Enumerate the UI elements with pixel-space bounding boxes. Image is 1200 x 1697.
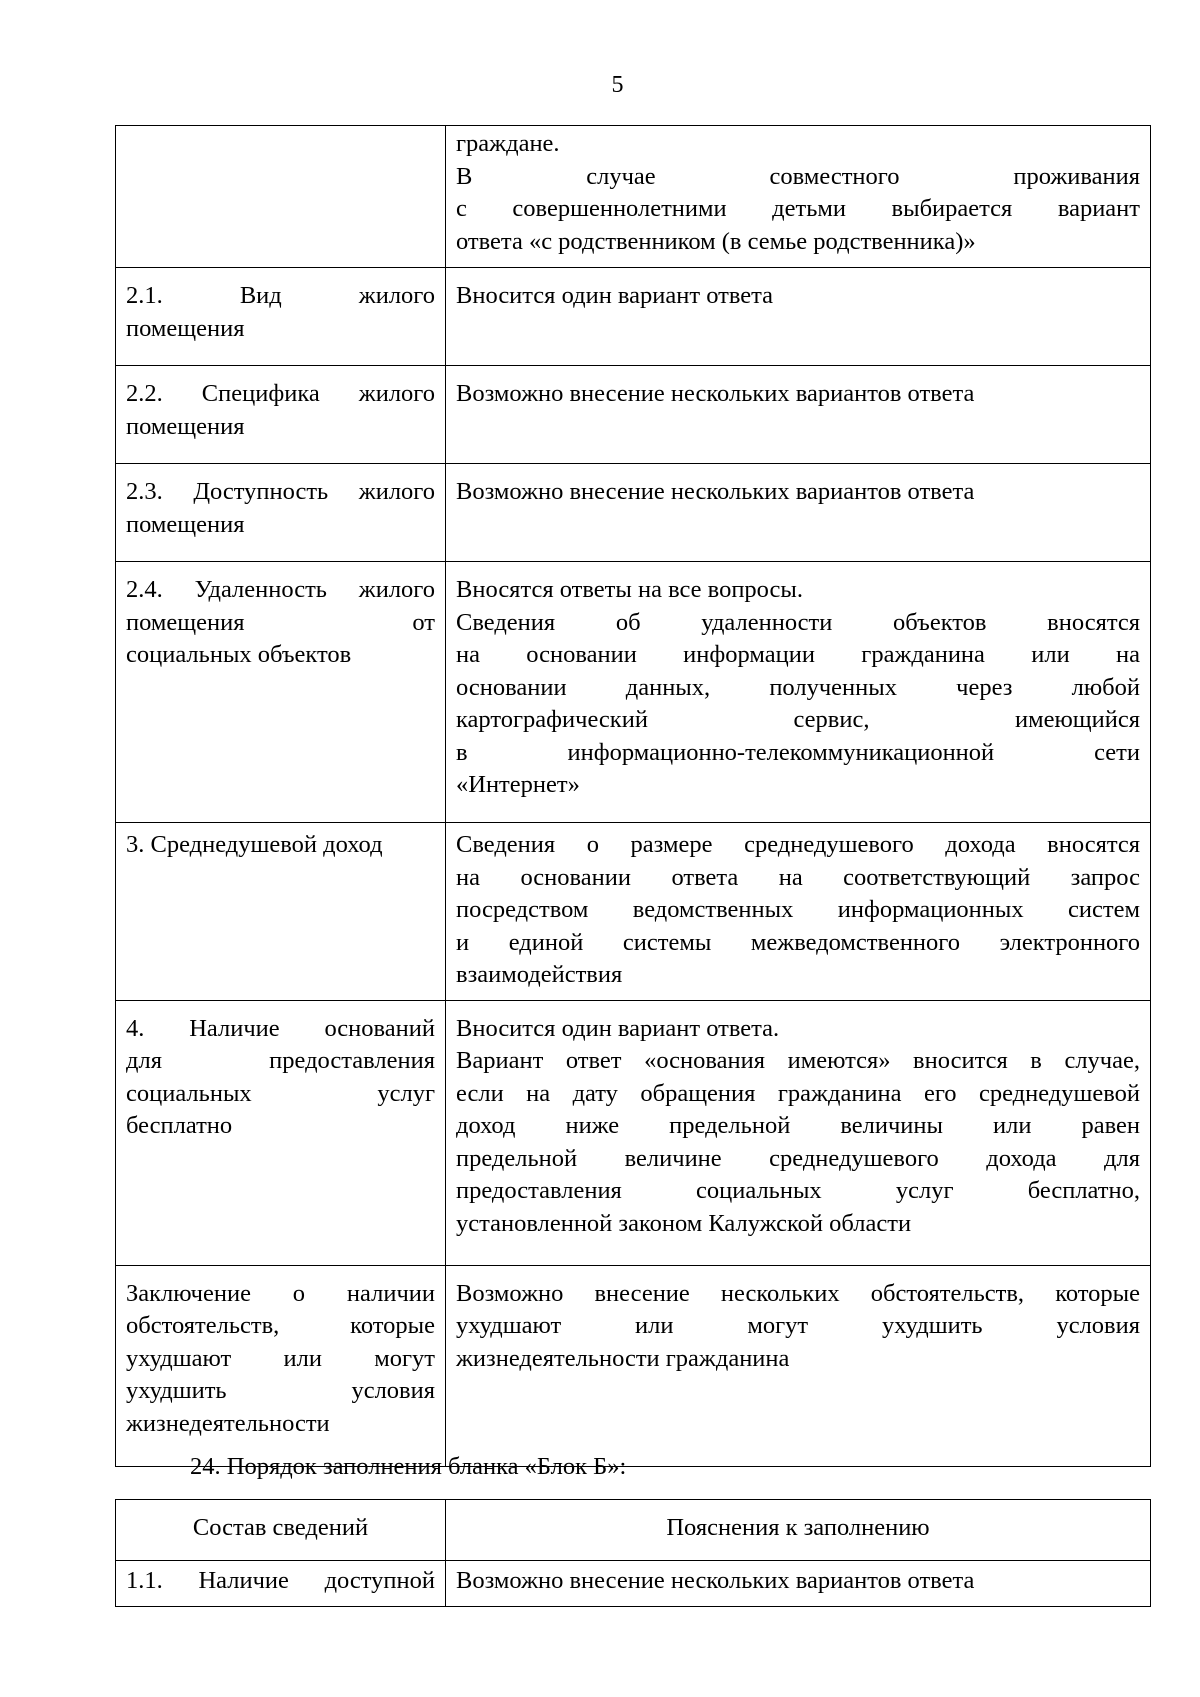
table-row [116, 1561, 1151, 1607]
cell-field [116, 1000, 446, 1265]
cell-field [116, 1265, 446, 1466]
cell-field [116, 464, 446, 562]
cell-text-line: Сведения о размере среднедушевого дохода вносятся [456, 831, 1140, 858]
cell-text-line: социальных объектов [126, 641, 352, 668]
cell-text-line: Возможно внесение нескольких вариантов ответа [456, 380, 975, 407]
cell-text-line: «Интернет» [456, 771, 580, 798]
cell-text-line: если на дату обращения гражданина его среднедушевой [456, 1079, 1140, 1107]
table-header-row [116, 1500, 1151, 1561]
cell-text-line: ухудшить условия [126, 1377, 435, 1404]
cell-text-line: Вносится один вариант ответа [456, 282, 774, 309]
cell-text-line: с совершеннолетними детьми выбирается вариант [456, 195, 1140, 222]
column-header-composition: Состав сведений [116, 1500, 446, 1561]
cell-text-line: доход ниже предельной величины или равен [456, 1112, 1140, 1139]
cell-text-line: 3. Среднедушевой доход [126, 831, 383, 858]
column-header-explanations: Пояснения к заполнению [446, 1500, 1151, 1561]
cell-text-line: Вариант ответ «основания имеются» вносится в случае, [456, 1047, 1140, 1074]
table-row [116, 464, 1151, 562]
cell-text-line: Вносится один вариант ответа. [456, 1014, 780, 1042]
cell-text-line: предоставления социальных услуг бесплатно, [456, 1177, 1140, 1204]
cell-text-line: в информационно-телекоммуникационной сети [456, 738, 1140, 766]
cell-explanation [446, 464, 1151, 562]
cell-text-line: помещения [126, 510, 245, 538]
table-row [116, 1000, 1151, 1265]
cell-text-line: В случае совместного проживания [456, 162, 1140, 190]
cell-text-line: ухудшают или могут ухудшить условия [456, 1312, 1140, 1339]
cell-field [116, 366, 446, 464]
cell-text-line: помещения [126, 314, 245, 342]
table-block-a-continuation [115, 125, 1151, 1467]
cell-text-line: и единой системы межведомственного электронного [456, 928, 1140, 956]
cell-text-line: 2.4. Удаленность жилого [126, 576, 435, 603]
table-row [116, 268, 1151, 366]
cell-field [116, 823, 446, 1001]
cell-text-line: 2.3. Доступность жилого [126, 478, 435, 505]
cell-field [116, 1561, 446, 1607]
cell-text-line: 2.2. Специфика жилого [126, 380, 435, 407]
section-heading: 24. Порядок заполнения бланка «Блок Б»: [190, 1453, 627, 1480]
cell-text-line: Возможно внесение нескольких обстоятельств, которые [456, 1279, 1140, 1307]
cell-text-line: Вносятся ответы на все вопросы. [456, 576, 803, 603]
cell-explanation [446, 268, 1151, 366]
cell-text-line: для предоставления [126, 1047, 435, 1074]
table-row [116, 562, 1151, 823]
cell-text-line: на основании ответа на соответствующий запрос [456, 863, 1140, 891]
cell-text-line: Возможно внесение нескольких вариантов ответа [456, 1567, 975, 1594]
table-row [116, 126, 1151, 268]
table-block-b [115, 1499, 1151, 1607]
cell-text-line: жизнедеятельности [126, 1409, 330, 1437]
cell-text-line: бесплатно [126, 1112, 233, 1139]
cell-text-line: посредством ведомственных информационных систем [456, 896, 1140, 923]
cell-text-line: обстоятельств, которые [126, 1312, 435, 1339]
cell-explanation [446, 126, 1151, 268]
cell-text-line: взаимодействия [456, 961, 623, 988]
cell-text-line: предельной величине среднедушевого дохода для [456, 1144, 1140, 1172]
cell-explanation [446, 1265, 1151, 1466]
cell-text-line: 4. Наличие оснований [126, 1014, 435, 1042]
cell-text-line: на основании информации гражданина или на [456, 641, 1140, 668]
cell-text-line: жизнедеятельности гражданина [456, 1344, 790, 1372]
cell-field [116, 562, 446, 823]
cell-text-line: Сведения об удаленности объектов вносятся [456, 608, 1140, 636]
cell-text-line: 2.1. Вид жилого [126, 282, 435, 309]
table-row [116, 1265, 1151, 1466]
table-row [116, 823, 1151, 1001]
cell-explanation [446, 366, 1151, 464]
cell-text-line: установленной законом Калужской области [456, 1209, 912, 1237]
cell-text-line: Возможно внесение нескольких вариантов ответа [456, 478, 975, 505]
cell-text-line: социальных услуг [126, 1079, 435, 1107]
page-number: 5 [611, 72, 624, 98]
cell-explanation [446, 823, 1151, 1001]
cell-explanation [446, 1000, 1151, 1265]
cell-text-line: граждане. [456, 130, 560, 157]
cell-text-line: картографический сервис, имеющийся [456, 706, 1140, 733]
cell-text-line: основании данных, полученных через любой [456, 673, 1140, 701]
cell-field [116, 268, 446, 366]
cell-text-line: Заключение о наличии [126, 1279, 435, 1307]
cell-text-line: помещения [126, 412, 245, 440]
cell-text-line: 1.1. Наличие доступной [126, 1567, 435, 1594]
cell-explanation [446, 1561, 1151, 1607]
cell-explanation [446, 562, 1151, 823]
cell-text-line: ухудшают или могут [126, 1344, 435, 1372]
cell-text-line: помещения от [126, 608, 435, 636]
cell-text-line: ответа «с родственником (в семье родственника)» [456, 227, 976, 255]
cell-field [116, 126, 446, 268]
table-row [116, 366, 1151, 464]
